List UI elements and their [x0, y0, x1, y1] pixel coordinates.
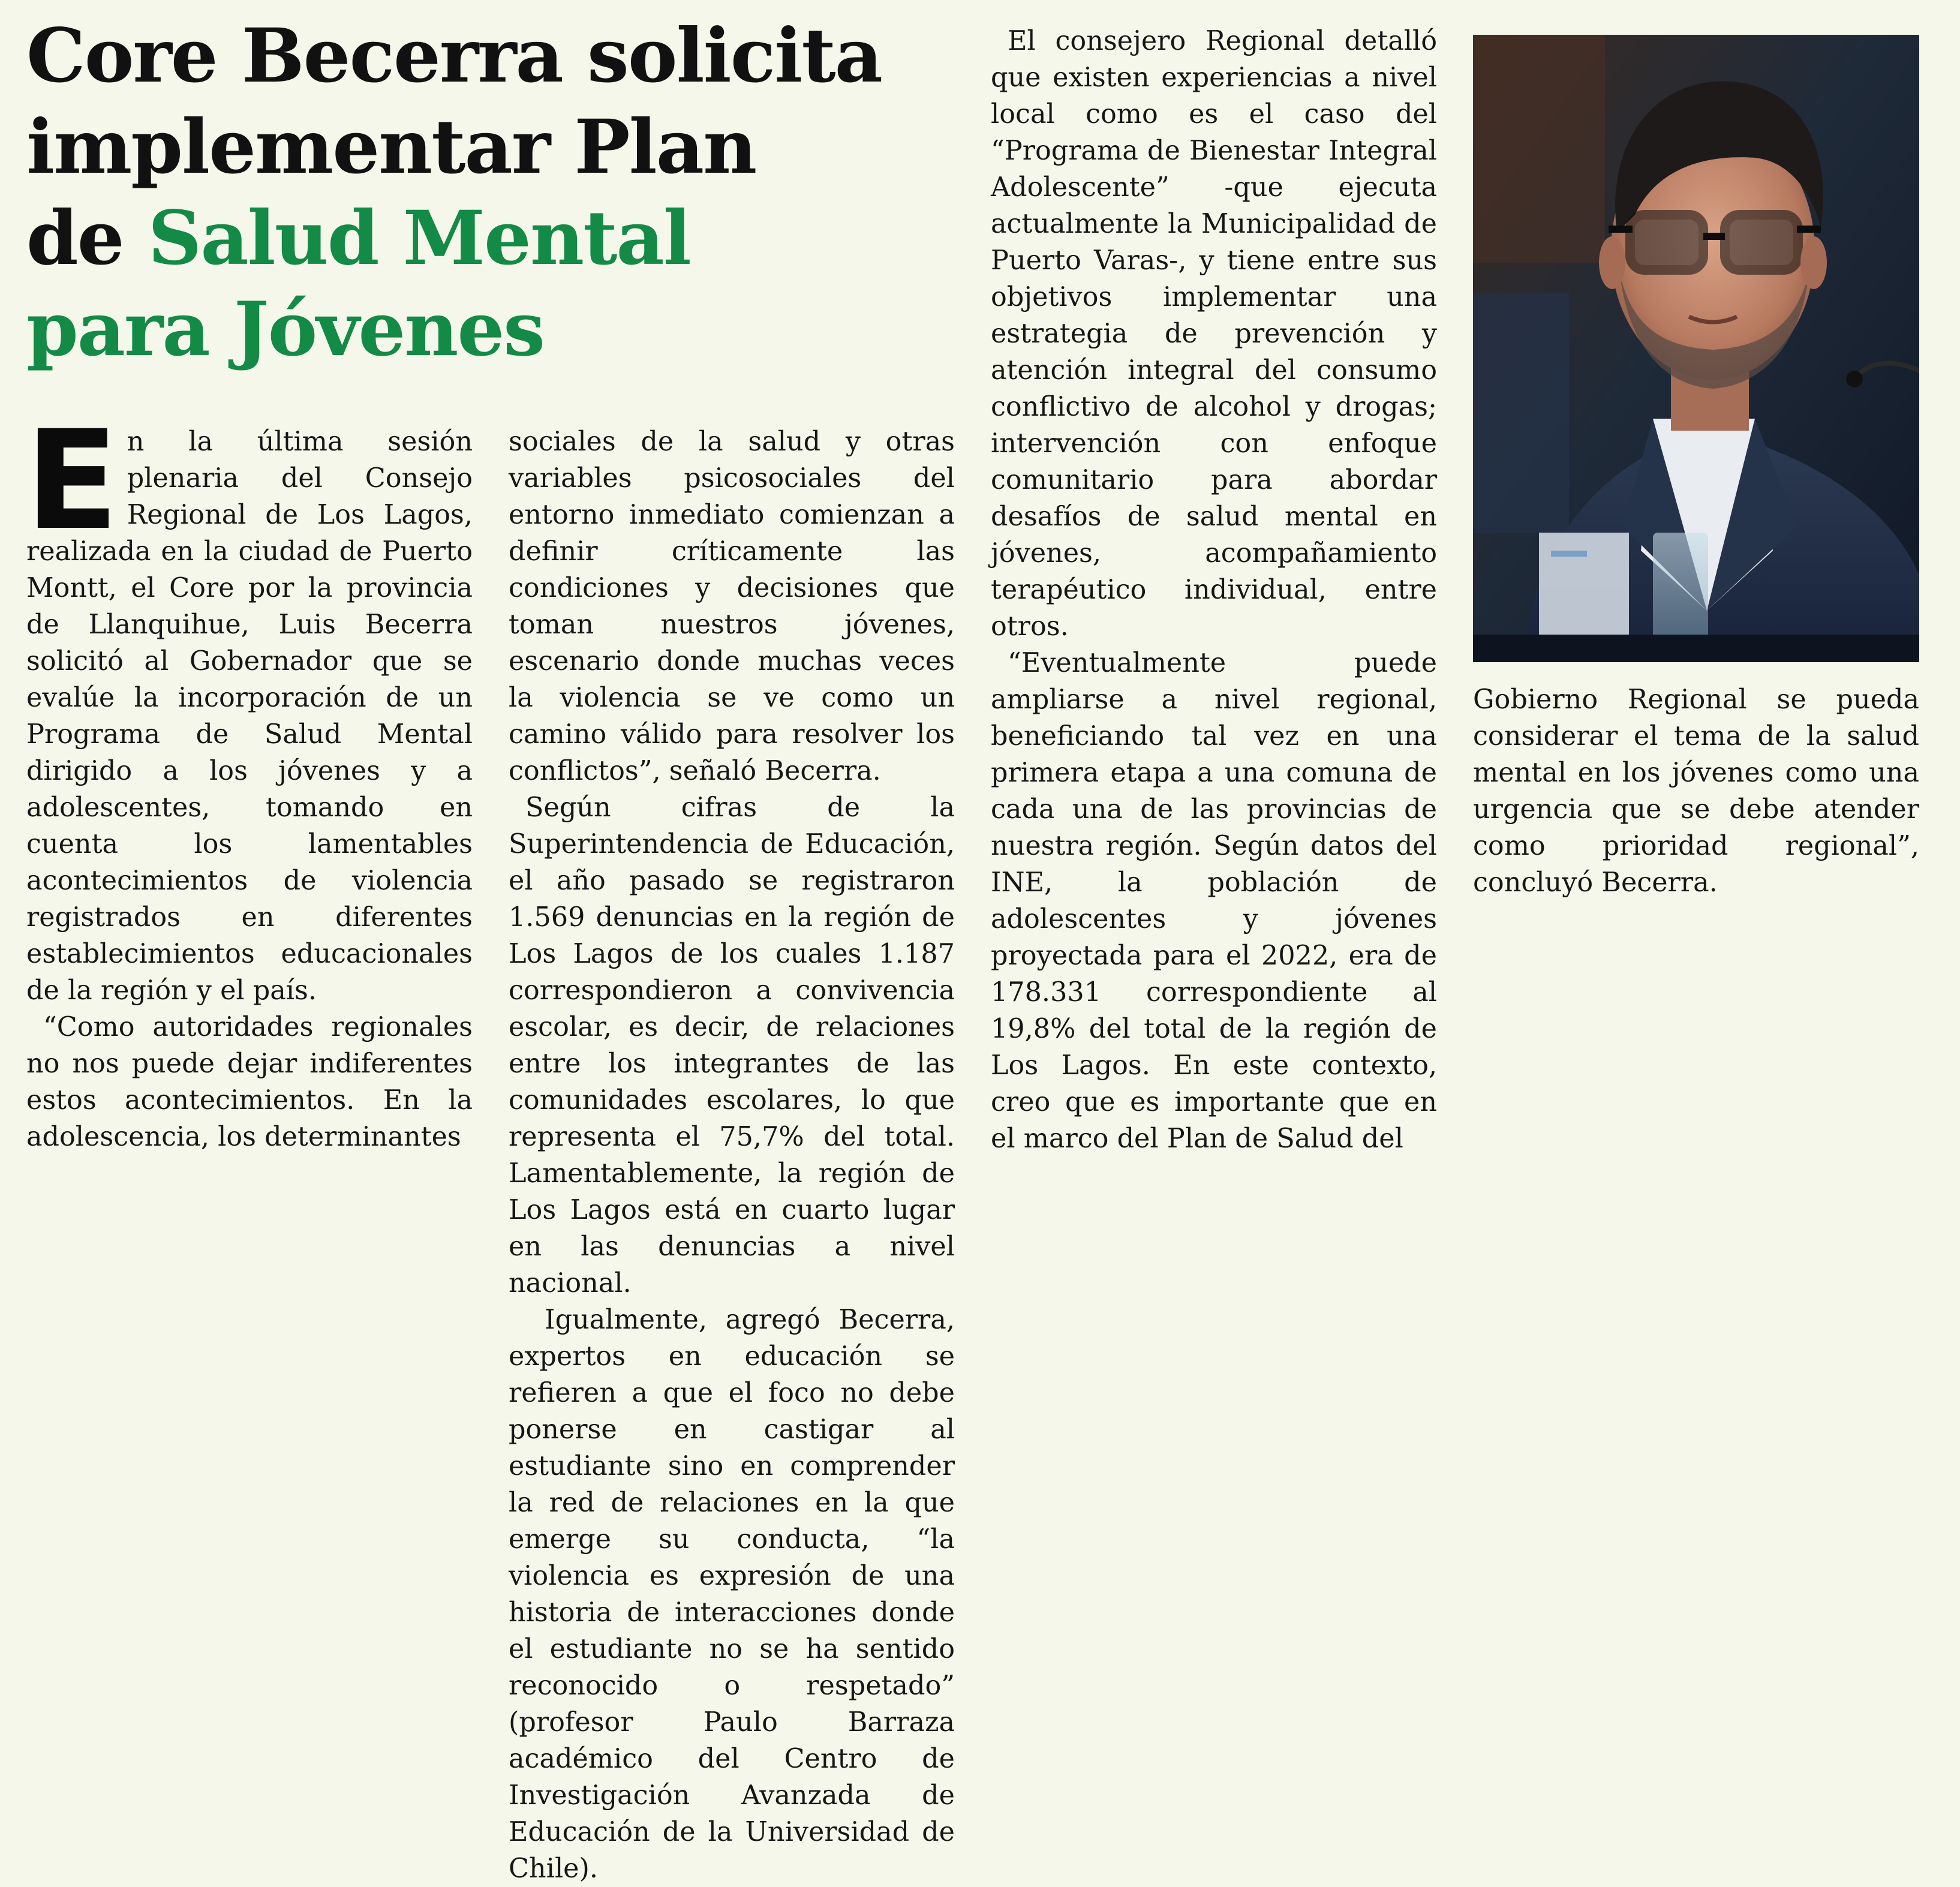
- headline-highlight-salud-mental: Salud Mental: [148, 195, 690, 282]
- drop-cap: E: [25, 401, 119, 560]
- article-paragraph-1: [25, 401, 473, 1009]
- article-paragraph-4: Igualmente, agregó Becerra, expertos en educación se refieren a que el foco no debe ponerse en castigar al estudiante sino en comprender la red de relaciones en la que emerge su conducta, “la violencia es expresión de una historia de interacciones donde el estudiante no se ha sentido reconocido o respetado” (profesor Paulo Barraza académico del Centro de Investigación Avanzada de Educación de la Universidad de Chile).: [509, 1305, 955, 1884]
- article-column-3: [991, 23, 1437, 1161]
- article-paragraph-2-continued: sociales de la salud y otras variables psicosociales del entorno inmediato comienzan a definir críticamente las condiciones y decisiones que toman nuestros jóvenes, escenario donde muchas veces la violencia se ve como un camino válido para resolver los conflictos”, señaló Becerra.: [509, 426, 955, 786]
- headline-line-3: [26, 193, 962, 284]
- article-paragraph-6-continued: Gobierno Regional se pueda considerar el tema de la salud mental en los jóvenes como una urgencia que se debe atender como prioridad regional”, concluyó Becerra.: [1473, 684, 1919, 898]
- article-column-2: [509, 423, 955, 1884]
- article-column-1: [25, 401, 473, 1161]
- headline-line-1: Core Becerra solicita: [26, 13, 882, 100]
- article-paragraph-2: “Como autoridades regionales no nos puede dejar indiferentes estos acontecimientos. En la adolescencia, los determinantes: [26, 1012, 473, 1152]
- article-paragraph-1-text: n la última sesión plenaria del Consejo Regional de Los Lagos, realizada en la ciudad de Puerto Montt, el Core por la provincia de Llanquihue, Luis Becerra solicitó al Gobernador que se evalúe la incorporación de un Programa de Salud Mental dirigido a los jóvenes y a adolescentes, tomando en cuenta los lamentables acontecimientos de violencia registrados en diferentes establecimientos educacionales de la región y el país.: [26, 426, 473, 1006]
- headline: [26, 11, 962, 375]
- headline-line-3-prefix: de: [26, 195, 148, 282]
- article-paragraph-6: “Eventualmente puede ampliarse a nivel regional, beneficiando tal vez en una primera etapa a una comuna de cada una de las provincias de nuestra región. Según datos del INE, la población de adolescentes y jóvenes proyectada para el 2022, era de 178.331 correspondiente al 19,8% del total de la región de Los Lagos. En este contexto, creo que es importante que en el marco del Plan de Salud del: [991, 648, 1437, 1154]
- portrait-photo: [1473, 35, 1919, 662]
- portrait-illustration: [1473, 35, 1919, 662]
- headline-line-4: para Jóvenes: [26, 286, 545, 373]
- article-column-4: [1473, 681, 1919, 1161]
- headline-line-2: implementar Plan: [26, 104, 756, 191]
- article-paragraph-3: Según cifras de la Superintendencia de Educación, el año pasado se registraron 1.569 denuncias en la región de Los Lagos de los cuales 1.187 correspondieron a convivencia escolar, es decir, de relaciones entre los integrantes de las comunidades escolares, lo que representa el 75,7% del total. Lamentablemente, la región de Los Lagos está en cuarto lugar en las denuncias a nivel nacional.: [509, 792, 955, 1299]
- article-paragraph-5: El consejero Regional detalló que existen experiencias a nivel local como es el caso del “Programa de Bienestar Integral Adolescente” -que ejecuta actualmente la Municipalidad de Puerto Varas-, y tiene entre sus objetivos implementar una estrategia de prevención y atención integral del consumo conflictivo de alcohol y drogas; intervención con enfoque comunitario para abordar desafíos de salud mental en jóvenes, acompañamiento terapéutico individual, entre otros.: [991, 26, 1437, 642]
